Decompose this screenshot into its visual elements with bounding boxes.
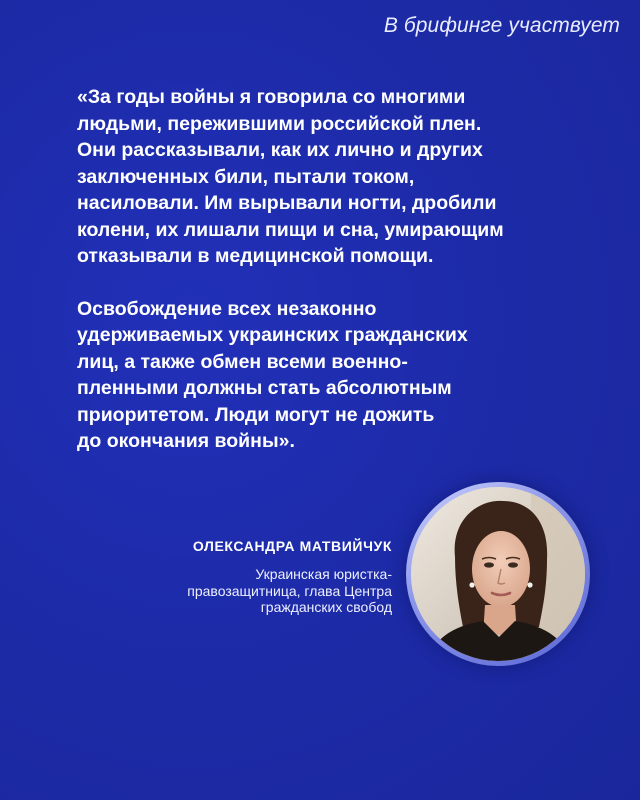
header-label: В брифинге участвует xyxy=(383,14,620,37)
quote-paragraph-1: «За годы войны я говорила со многими людьми, пережившими российской плен. Они рассказывали, как их лично и других заключенных били, пытали током, насиловали. Им вырывали ногти, дробили колени, их лишали пищи и сна, умирающим отказывали в медицинской помощи. xyxy=(77,86,504,267)
portrait-frame xyxy=(406,482,590,666)
author-block xyxy=(92,538,392,616)
quote-block xyxy=(77,84,597,455)
portrait-illustration xyxy=(411,487,585,661)
quote-paragraph-2: Освобождение всех незаконно удерживаемых украинских гражданских лиц, а также обмен всеми военно- пленными должны стать абсолютным приоритетом. Люди могут не дожить до окончания войны». xyxy=(77,297,468,452)
author-description: Украинская юристка- правозащитница, глава Центра гражданских свобод xyxy=(187,566,392,615)
portrait-photo xyxy=(411,487,585,661)
author-name: ОЛЕКСАНДРА МАТВИЙЧУК xyxy=(192,538,392,554)
